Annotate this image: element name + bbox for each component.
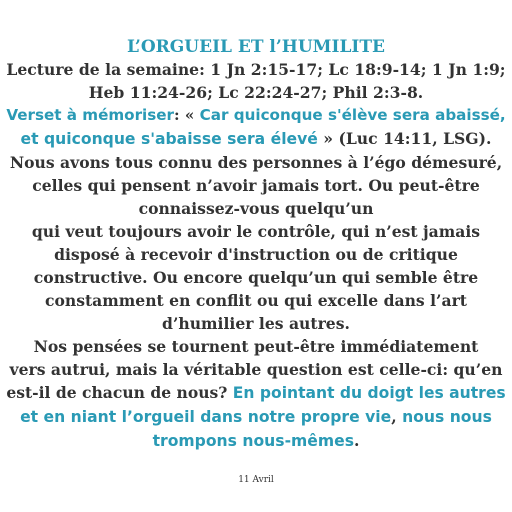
- memory-verse: [6, 104, 506, 151]
- highlight-text: nous nous: [402, 408, 492, 426]
- body-line: d’humilier les autres.: [162, 314, 350, 333]
- highlight-text: trompons nous-mêmes: [152, 432, 354, 450]
- memory-verse-ref: » (Luc 14:11, LSG).: [317, 129, 492, 148]
- reading-line-1: Lecture de la semaine: 1 Jn 2:15-17; Lc 18:9-14; 1 Jn 1:9;: [6, 60, 506, 79]
- memory-verse-quote-2: et quiconque s'abaisse sera élevé: [20, 130, 318, 148]
- highlight-text: En pointant du doigt les autres: [232, 384, 506, 402]
- highlight-text: et en niant l’orgueil dans notre propre vie: [20, 408, 392, 426]
- body-line: celles qui pensent n’avoir jamais tort. Ou peut-être: [32, 176, 480, 195]
- weekly-reading: [6, 58, 506, 104]
- reading-line-2: Heb 11:24-26; Lc 22:24-27; Phil 2:3-8.: [88, 83, 424, 102]
- body-text: [6, 151, 506, 453]
- body-line: [6, 381, 506, 405]
- memory-verse-line-1: [6, 104, 506, 127]
- body-line: connaissez-vous quelqu’un: [138, 199, 374, 218]
- memory-verse-quote-1: Car quiconque s'élève sera abaissé,: [199, 106, 506, 124]
- body-line: constructive. Ou encore quelqu’un qui semble être: [33, 268, 479, 287]
- page-title: L’ORGUEIL ET l’HUMILITE: [127, 37, 385, 57]
- page-date: 11 Avril: [238, 475, 274, 485]
- body-line: disposé à recevoir d'instruction ou de critique: [54, 245, 458, 264]
- body-line: [6, 429, 506, 453]
- body-line: constamment en conflit ou qui excelle dans l’art: [44, 291, 468, 310]
- body-line: [6, 405, 506, 429]
- body-text-plain: .: [353, 431, 360, 450]
- body-line: Nos pensées se tournent peut-être immédiatement: [33, 337, 479, 356]
- body-text-plain: ,: [391, 407, 403, 426]
- body-line: qui veut toujours avoir le contrôle, qui n’est jamais: [31, 222, 481, 241]
- body-text-plain: est-il de chacun de nous?: [6, 383, 233, 402]
- memory-verse-line-2: [6, 127, 506, 151]
- body-line: vers autrui, mais la véritable question est celle-ci: qu’en: [9, 360, 503, 379]
- memory-verse-label: Verset à mémoriser: [6, 106, 175, 124]
- body-line: Nous avons tous connu des personnes à l’égo démesuré,: [9, 153, 503, 172]
- memory-verse-sep: : «: [174, 106, 200, 124]
